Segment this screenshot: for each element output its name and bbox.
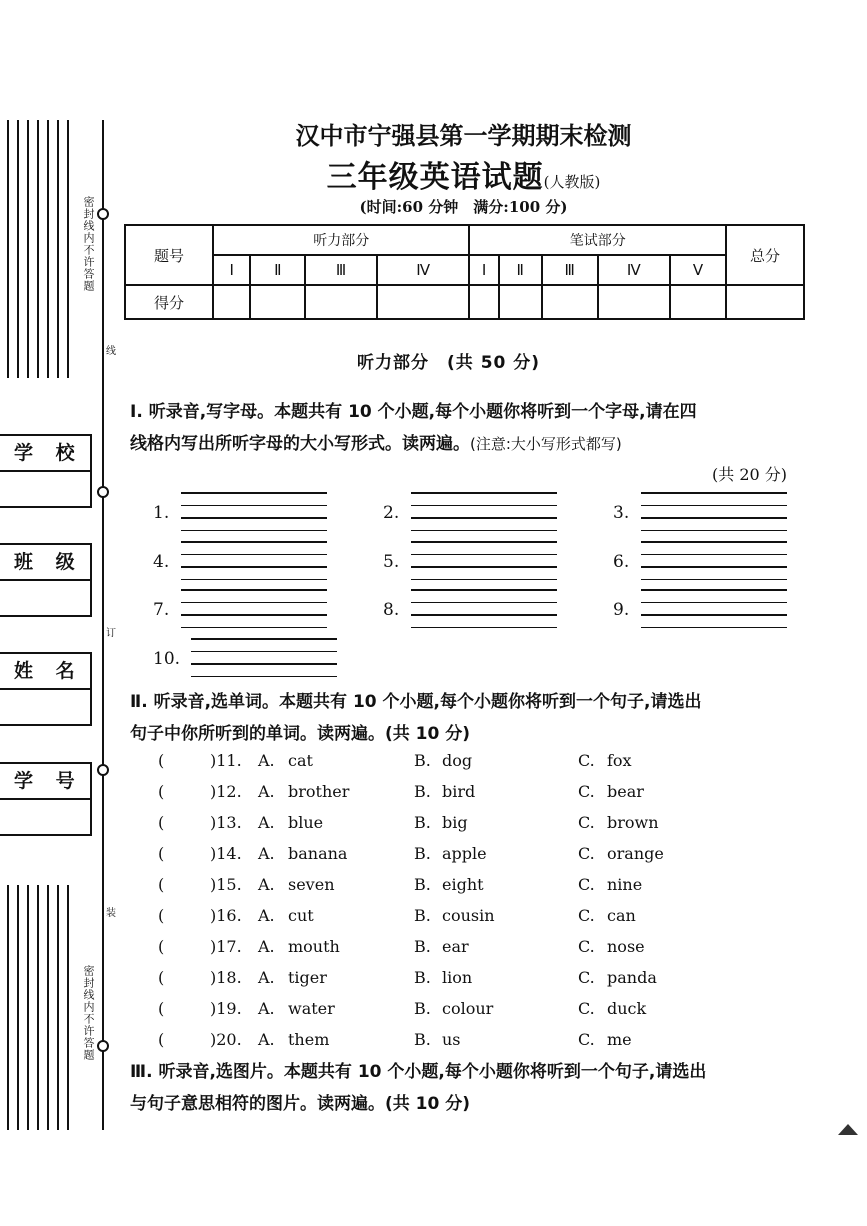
question-b: B.	[414, 999, 431, 1018]
col-written-4: Ⅳ	[598, 255, 670, 285]
score-cell[interactable]	[469, 285, 498, 319]
part1-instructions	[130, 396, 697, 460]
question-b-word: ear	[442, 937, 469, 956]
class-blank[interactable]	[0, 581, 90, 615]
question-b-word: big	[442, 813, 468, 832]
listening-group-header: 听力部分	[213, 225, 469, 255]
question-row	[158, 937, 718, 961]
question-b: B.	[414, 844, 431, 863]
part1-line2	[130, 428, 697, 460]
seal-char-line: 线	[106, 346, 116, 357]
question-num: )11.	[210, 751, 242, 770]
question-a-word: water	[288, 999, 335, 1018]
part1-note: (注意:大小写形式都写)	[470, 435, 622, 453]
question-c-word: me	[607, 1030, 632, 1049]
question-a-word: seven	[288, 875, 335, 894]
four-line-grid[interactable]	[411, 541, 557, 581]
part2-line2: 句子中你所听到的单词。读两遍。(共 10 分)	[130, 724, 471, 744]
part1-line1: Ⅰ. 听录音,写字母。本题共有 10 个小题,每个小题你将听到一个字母,请在四	[130, 402, 697, 422]
question-b-word: eight	[442, 875, 484, 894]
binding-hole	[97, 764, 109, 776]
question-c-word: nose	[607, 937, 645, 956]
question-a-word: cat	[288, 751, 313, 770]
edition-label: (人教版)	[543, 173, 601, 191]
question-b: B.	[414, 751, 431, 770]
question-b-word: dog	[442, 751, 473, 770]
question-a-word: cut	[288, 906, 314, 925]
question-a: A.	[258, 937, 275, 956]
question-b-word: us	[442, 1030, 461, 1049]
question-c: C.	[578, 844, 595, 863]
question-b: B.	[414, 937, 431, 956]
question-b: B.	[414, 813, 431, 832]
question-a-word: banana	[288, 844, 348, 863]
question-row	[158, 782, 718, 806]
col-listening-2: Ⅱ	[250, 255, 305, 285]
four-line-grid[interactable]	[181, 589, 327, 629]
question-c: C.	[578, 906, 595, 925]
question-c-word: nine	[607, 875, 643, 894]
question-c-word: orange	[607, 844, 664, 863]
question-a-word: them	[288, 1030, 330, 1049]
col-written-5: Ⅴ	[670, 255, 726, 285]
school-label: 学 校	[0, 436, 90, 472]
four-line-grid[interactable]	[641, 541, 787, 581]
question-b-word: bird	[442, 782, 476, 801]
question-c: C.	[578, 999, 595, 1018]
col-written-2: Ⅱ	[499, 255, 542, 285]
score-cell[interactable]	[499, 285, 542, 319]
score-cell[interactable]	[305, 285, 377, 319]
score-cell[interactable]	[598, 285, 670, 319]
question-a: A.	[258, 751, 275, 770]
item-number: 8.	[383, 600, 400, 620]
school-field[interactable]	[0, 434, 92, 508]
exam-title	[0, 152, 867, 196]
score-row-label: 得分	[125, 285, 213, 319]
question-b: B.	[414, 875, 431, 894]
question-num: )19.	[210, 999, 242, 1018]
written-group-header: 笔试部分	[469, 225, 726, 255]
part3-line2: 与句子意思相符的图片。读两遍。(共 10 分)	[130, 1094, 471, 1114]
name-blank[interactable]	[0, 690, 90, 724]
score-cell-total[interactable]	[726, 285, 804, 319]
item-number: 10.	[153, 649, 181, 669]
seal-char-pack: 装	[106, 908, 116, 919]
score-cell[interactable]	[377, 285, 470, 319]
item-number: 9.	[613, 600, 630, 620]
answer-blank[interactable]: (	[158, 875, 165, 894]
item-number: 7.	[153, 600, 170, 620]
question-b-word: lion	[442, 968, 473, 987]
class-label: 班 级	[0, 545, 90, 581]
question-a-word: mouth	[288, 937, 340, 956]
question-c: C.	[578, 968, 595, 987]
score-cell[interactable]	[542, 285, 598, 319]
binding-hole	[97, 1040, 109, 1052]
question-num: )18.	[210, 968, 242, 987]
score-cell[interactable]	[250, 285, 305, 319]
question-c: C.	[578, 751, 595, 770]
question-row	[158, 968, 718, 992]
four-line-grid[interactable]	[411, 589, 557, 629]
student-id-label: 学 号	[0, 764, 90, 800]
question-b: B.	[414, 968, 431, 987]
question-c: C.	[578, 782, 595, 801]
question-a: A.	[258, 999, 275, 1018]
seal-char-bind: 订	[106, 628, 116, 639]
question-a: A.	[258, 906, 275, 925]
no-answer-warning-bottom: 密封线内不许答题	[82, 965, 95, 1061]
question-c-word: duck	[607, 999, 647, 1018]
answer-blank[interactable]: (	[158, 937, 165, 956]
exam-time-info: (时间:60 分钟 满分:100 分)	[359, 198, 568, 216]
answer-blank[interactable]: (	[158, 999, 165, 1018]
exam-title-text: 三年级英语试题	[326, 160, 544, 195]
question-a-word: brother	[288, 782, 350, 801]
question-num: )13.	[210, 813, 242, 832]
student-id-field[interactable]	[0, 762, 92, 836]
question-a-word: blue	[288, 813, 324, 832]
question-c: C.	[578, 1030, 595, 1049]
student-id-blank[interactable]	[0, 800, 90, 834]
question-c-word: brown	[607, 813, 659, 832]
four-line-grid[interactable]	[411, 492, 557, 532]
question-a: A.	[258, 813, 275, 832]
question-num: )17.	[210, 937, 242, 956]
class-field[interactable]	[0, 543, 92, 617]
question-num: )12.	[210, 782, 242, 801]
item-number: 3.	[613, 503, 630, 523]
question-c-word: panda	[607, 968, 657, 987]
item-number: 6.	[613, 552, 630, 572]
question-b: B.	[414, 782, 431, 801]
answer-blank[interactable]: (	[158, 844, 165, 863]
score-table	[124, 224, 805, 320]
total-header: 总分	[726, 225, 804, 285]
col-written-3: Ⅲ	[542, 255, 598, 285]
question-num: )20.	[210, 1030, 242, 1049]
item-number: 4.	[153, 552, 170, 572]
four-line-grid[interactable]	[641, 492, 787, 532]
question-c: C.	[578, 875, 595, 894]
score-cell[interactable]	[670, 285, 726, 319]
question-b-word: colour	[442, 999, 494, 1018]
question-row	[158, 813, 718, 837]
col-listening-3: Ⅲ	[305, 255, 377, 285]
answer-blank[interactable]: (	[158, 782, 165, 801]
part3-line1: Ⅲ. 听录音,选图片。本题共有 10 个小题,每个小题你将听到一个句子,请选出	[130, 1062, 707, 1082]
part2-line1: Ⅱ. 听录音,选单词。本题共有 10 个小题,每个小题你将听到一个句子,请选出	[130, 692, 702, 712]
exam-region-title: 汉中市宁强县第一学期期末检测	[295, 121, 632, 150]
question-row	[158, 999, 718, 1023]
col-listening-1: Ⅰ	[213, 255, 250, 285]
question-row	[158, 751, 718, 775]
school-blank[interactable]	[0, 472, 90, 506]
col-written-1: Ⅰ	[469, 255, 498, 285]
question-a: A.	[258, 968, 275, 987]
part2-instructions	[130, 686, 701, 750]
question-b-word: apple	[442, 844, 487, 863]
question-row	[158, 906, 718, 930]
part1-score: (共 20 分)	[712, 465, 788, 484]
item-number: 1.	[153, 503, 170, 523]
answer-blank[interactable]: (	[158, 906, 165, 925]
question-a: A.	[258, 875, 275, 894]
answer-blank[interactable]: (	[158, 813, 165, 832]
question-num: )16.	[210, 906, 242, 925]
score-cell[interactable]	[213, 285, 250, 319]
question-a: A.	[258, 1030, 275, 1049]
four-line-grid[interactable]	[181, 492, 327, 532]
question-c: C.	[578, 937, 595, 956]
question-b: B.	[414, 906, 431, 925]
question-a: A.	[258, 782, 275, 801]
item-number: 2.	[383, 503, 400, 523]
no-answer-warning-top: 密封线内不许答题	[82, 196, 95, 292]
answer-blank[interactable]: (	[158, 1030, 165, 1049]
four-line-grid[interactable]	[181, 541, 327, 581]
question-row	[158, 1030, 718, 1054]
question-c-word: fox	[607, 751, 632, 770]
question-num: )15.	[210, 875, 242, 894]
section-title-listening: 听力部分 (共 50 分)	[357, 353, 541, 373]
answer-blank[interactable]: (	[158, 968, 165, 987]
col-listening-4: Ⅳ	[377, 255, 470, 285]
question-row	[158, 844, 718, 868]
item-number: 5.	[383, 552, 400, 572]
answer-blank[interactable]: (	[158, 751, 165, 770]
question-row	[158, 875, 718, 899]
question-b: B.	[414, 1030, 431, 1049]
scroll-up-icon[interactable]	[838, 1124, 858, 1135]
name-label: 姓 名	[0, 654, 90, 690]
part3-instructions	[130, 1056, 706, 1120]
four-line-grid[interactable]	[191, 638, 337, 678]
question-c-word: bear	[607, 782, 644, 801]
question-c-word: can	[607, 906, 636, 925]
part1-line2-text: 线格内写出所听字母的大小写形式。读两遍。	[130, 434, 470, 454]
question-a-word: tiger	[288, 968, 327, 987]
four-line-grid[interactable]	[641, 589, 787, 629]
question-a: A.	[258, 844, 275, 863]
question-number-header: 题号	[125, 225, 213, 285]
question-c: C.	[578, 813, 595, 832]
question-num: )14.	[210, 844, 242, 863]
binding-hole	[97, 486, 109, 498]
name-field[interactable]	[0, 652, 92, 726]
question-b-word: cousin	[442, 906, 495, 925]
